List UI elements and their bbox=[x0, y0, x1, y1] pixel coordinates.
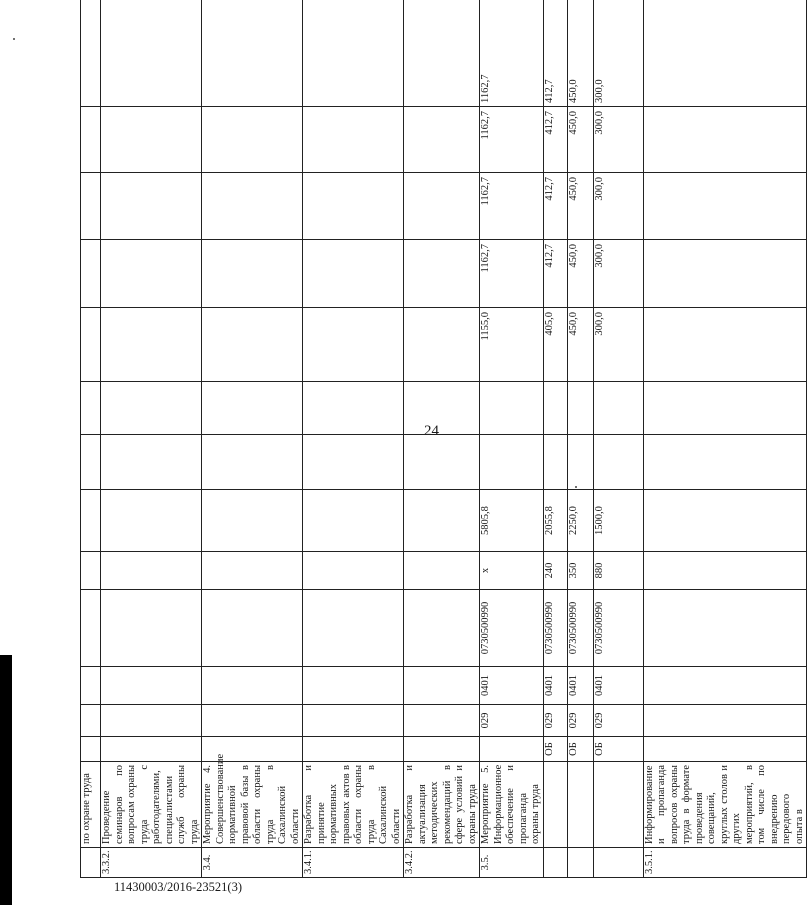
cell-num bbox=[543, 848, 567, 878]
cell-y5: 450,0 bbox=[567, 0, 593, 107]
cell-rzpr bbox=[303, 667, 404, 705]
cell-y2 bbox=[404, 240, 480, 308]
cell-grbs bbox=[303, 705, 404, 737]
cell-num: 3.5. bbox=[480, 848, 544, 878]
cell-y4 bbox=[404, 107, 480, 173]
document-code: 11430003/2016-23521(3) bbox=[114, 880, 242, 894]
cell-csr: 0730500990 bbox=[593, 590, 643, 667]
cell-name bbox=[567, 762, 593, 848]
cell-rzpr: 0401 bbox=[567, 667, 593, 705]
cell-name: Мероприятие 5. Информационное обеспечение и пропаганда охраны труда bbox=[480, 762, 544, 848]
cell-y1 bbox=[101, 308, 202, 382]
cell-rzpr bbox=[101, 667, 202, 705]
cell-rzpr: 0401 bbox=[593, 667, 643, 705]
cell-y1 bbox=[303, 308, 404, 382]
budget-table bbox=[80, 0, 807, 878]
cell-total bbox=[202, 490, 303, 552]
cell-num: 3.4.2. bbox=[404, 848, 480, 878]
cell-rzpr bbox=[643, 667, 807, 705]
cell-total bbox=[643, 490, 807, 552]
cell-y5 bbox=[101, 0, 202, 107]
table-row bbox=[643, 0, 807, 878]
cell-c8 bbox=[593, 435, 643, 490]
cell-c8 bbox=[404, 435, 480, 490]
cell-rzpr bbox=[404, 667, 480, 705]
table-row bbox=[593, 0, 643, 878]
cell-vr bbox=[101, 552, 202, 590]
cell-num bbox=[593, 848, 643, 878]
cell-c9 bbox=[303, 382, 404, 435]
cell-rzpr bbox=[202, 667, 303, 705]
cell-csr bbox=[643, 590, 807, 667]
cell-fund bbox=[303, 737, 404, 762]
cell-y5 bbox=[404, 0, 480, 107]
cell-y2 bbox=[303, 240, 404, 308]
cell-y3 bbox=[643, 173, 807, 240]
cell-y1 bbox=[404, 308, 480, 382]
cell-y1: 300,0 bbox=[593, 308, 643, 382]
cell-c8 bbox=[643, 435, 807, 490]
cell-grbs: 029 bbox=[567, 705, 593, 737]
cell-vr bbox=[81, 552, 101, 590]
cell-c9 bbox=[543, 382, 567, 435]
cell-y4 bbox=[81, 107, 101, 173]
cell-csr: 0730500990 bbox=[567, 590, 593, 667]
cell-fund: ОБ bbox=[543, 737, 567, 762]
cell-total: 5805,8 bbox=[480, 490, 544, 552]
table-row bbox=[404, 0, 480, 878]
cell-total bbox=[404, 490, 480, 552]
cell-vr: 880 bbox=[593, 552, 643, 590]
cell-vr: х bbox=[480, 552, 544, 590]
cell-fund bbox=[643, 737, 807, 762]
budget-table-container bbox=[80, 18, 805, 878]
cell-y3: 300,0 bbox=[593, 173, 643, 240]
cell-y5 bbox=[202, 0, 303, 107]
cell-grbs bbox=[404, 705, 480, 737]
cell-vr bbox=[202, 552, 303, 590]
cell-c9 bbox=[404, 382, 480, 435]
cell-c8 bbox=[81, 435, 101, 490]
cell-total bbox=[303, 490, 404, 552]
cell-y2 bbox=[643, 240, 807, 308]
cell-fund bbox=[101, 737, 202, 762]
cell-y4 bbox=[101, 107, 202, 173]
cell-rzpr: 0401 bbox=[480, 667, 544, 705]
cell-y2: 412,7 bbox=[543, 240, 567, 308]
cell-total: 2055,8 bbox=[543, 490, 567, 552]
cell-y1 bbox=[643, 308, 807, 382]
cell-name: по охране труда bbox=[81, 762, 101, 848]
cell-c8 bbox=[303, 435, 404, 490]
cell-name: Разработка и актуализация методических рекомендаций в сфере условий и охраны труда bbox=[404, 762, 480, 848]
cell-rzpr bbox=[81, 667, 101, 705]
cell-csr: 0730500990 bbox=[543, 590, 567, 667]
cell-csr bbox=[404, 590, 480, 667]
cell-y3 bbox=[404, 173, 480, 240]
cell-fund: ОБ bbox=[593, 737, 643, 762]
cell-y4: 450,0 bbox=[567, 107, 593, 173]
cell-fund bbox=[81, 737, 101, 762]
scan-speck bbox=[13, 38, 15, 40]
cell-y5: 300,0 bbox=[593, 0, 643, 107]
cell-grbs bbox=[202, 705, 303, 737]
cell-c9 bbox=[593, 382, 643, 435]
scan-margin-bar bbox=[0, 655, 12, 905]
cell-vr bbox=[643, 552, 807, 590]
cell-total: 1500,0 bbox=[593, 490, 643, 552]
cell-c8 bbox=[202, 435, 303, 490]
cell-y4 bbox=[202, 107, 303, 173]
cell-csr bbox=[101, 590, 202, 667]
cell-grbs: 029 bbox=[543, 705, 567, 737]
cell-name: Мероприятие 4. Совершенствование нормативной правовой базы в области охраны труда в Сахалинской области bbox=[202, 762, 303, 848]
cell-y5 bbox=[81, 0, 101, 107]
cell-y2: 1162,7 bbox=[480, 240, 544, 308]
cell-c8 bbox=[543, 435, 567, 490]
cell-grbs: 029 bbox=[480, 705, 544, 737]
cell-y1 bbox=[81, 308, 101, 382]
cell-grbs bbox=[101, 705, 202, 737]
cell-vr: 350 bbox=[567, 552, 593, 590]
cell-vr: 240 bbox=[543, 552, 567, 590]
table-row bbox=[303, 0, 404, 878]
cell-num: 3.4.1. bbox=[303, 848, 404, 878]
cell-y4: 300,0 bbox=[593, 107, 643, 173]
cell-vr bbox=[404, 552, 480, 590]
cell-y1 bbox=[202, 308, 303, 382]
cell-y3 bbox=[101, 173, 202, 240]
cell-y2 bbox=[81, 240, 101, 308]
cell-y4: 412,7 bbox=[543, 107, 567, 173]
cell-y5 bbox=[303, 0, 404, 107]
cell-c8 bbox=[567, 435, 593, 490]
cell-c9 bbox=[81, 382, 101, 435]
table-row bbox=[543, 0, 567, 878]
cell-num: 3.3.2. bbox=[101, 848, 202, 878]
table-row bbox=[202, 0, 303, 878]
cell-csr: 0730500990 bbox=[480, 590, 544, 667]
cell-y5: 1162,7 bbox=[480, 0, 544, 107]
cell-name: Проведение семинаров по вопросам охраны труда с работодателями, специалистами служб охраны труда bbox=[101, 762, 202, 848]
cell-y4 bbox=[303, 107, 404, 173]
cell-y2: 300,0 bbox=[593, 240, 643, 308]
cell-c9 bbox=[202, 382, 303, 435]
cell-c9 bbox=[567, 382, 593, 435]
cell-name bbox=[593, 762, 643, 848]
cell-grbs bbox=[643, 705, 807, 737]
cell-total bbox=[81, 490, 101, 552]
cell-y1: 1155,0 bbox=[480, 308, 544, 382]
cell-vr bbox=[303, 552, 404, 590]
cell-y4 bbox=[643, 107, 807, 173]
table-row bbox=[101, 0, 202, 878]
cell-csr bbox=[303, 590, 404, 667]
cell-y5 bbox=[643, 0, 807, 107]
cell-fund bbox=[480, 737, 544, 762]
cell-grbs: 029 bbox=[593, 705, 643, 737]
cell-num bbox=[567, 848, 593, 878]
cell-total bbox=[101, 490, 202, 552]
cell-c8 bbox=[480, 435, 544, 490]
cell-y3: 1162,7 bbox=[480, 173, 544, 240]
table-row bbox=[81, 0, 101, 878]
cell-c9 bbox=[480, 382, 544, 435]
cell-rzpr: 0401 bbox=[543, 667, 567, 705]
cell-csr bbox=[81, 590, 101, 667]
cell-y3 bbox=[202, 173, 303, 240]
cell-c8 bbox=[101, 435, 202, 490]
cell-num: 3.4. bbox=[202, 848, 303, 878]
cell-c9 bbox=[101, 382, 202, 435]
cell-y1: 450,0 bbox=[567, 308, 593, 382]
cell-fund bbox=[404, 737, 480, 762]
cell-grbs bbox=[81, 705, 101, 737]
cell-fund: ОБ bbox=[567, 737, 593, 762]
page-number: 24 bbox=[424, 423, 439, 439]
cell-y4: 1162,7 bbox=[480, 107, 544, 173]
cell-y3: 450,0 bbox=[567, 173, 593, 240]
cell-y5: 412,7 bbox=[543, 0, 567, 107]
cell-y1: 405,0 bbox=[543, 308, 567, 382]
cell-y2 bbox=[101, 240, 202, 308]
cell-y3 bbox=[303, 173, 404, 240]
cell-num bbox=[81, 848, 101, 878]
cell-y3: 412,7 bbox=[543, 173, 567, 240]
cell-y2: 450,0 bbox=[567, 240, 593, 308]
cell-name: Информирование и пропаганда вопросов охраны труда в формате проведения совещаний, круглых столов и других мероприятий, в том числе по внедрению передового опыта в bbox=[643, 762, 807, 848]
cell-name: Разработка и принятие нормативных правовых актов в области охраны труда в Сахалинской области bbox=[303, 762, 404, 848]
cell-total: 2250,0 bbox=[567, 490, 593, 552]
table-row bbox=[480, 0, 544, 878]
cell-csr bbox=[202, 590, 303, 667]
cell-num: 3.5.1. bbox=[643, 848, 807, 878]
table-row bbox=[567, 0, 593, 878]
cell-name bbox=[543, 762, 567, 848]
cell-y3 bbox=[81, 173, 101, 240]
cell-y2 bbox=[202, 240, 303, 308]
cell-c9 bbox=[643, 382, 807, 435]
